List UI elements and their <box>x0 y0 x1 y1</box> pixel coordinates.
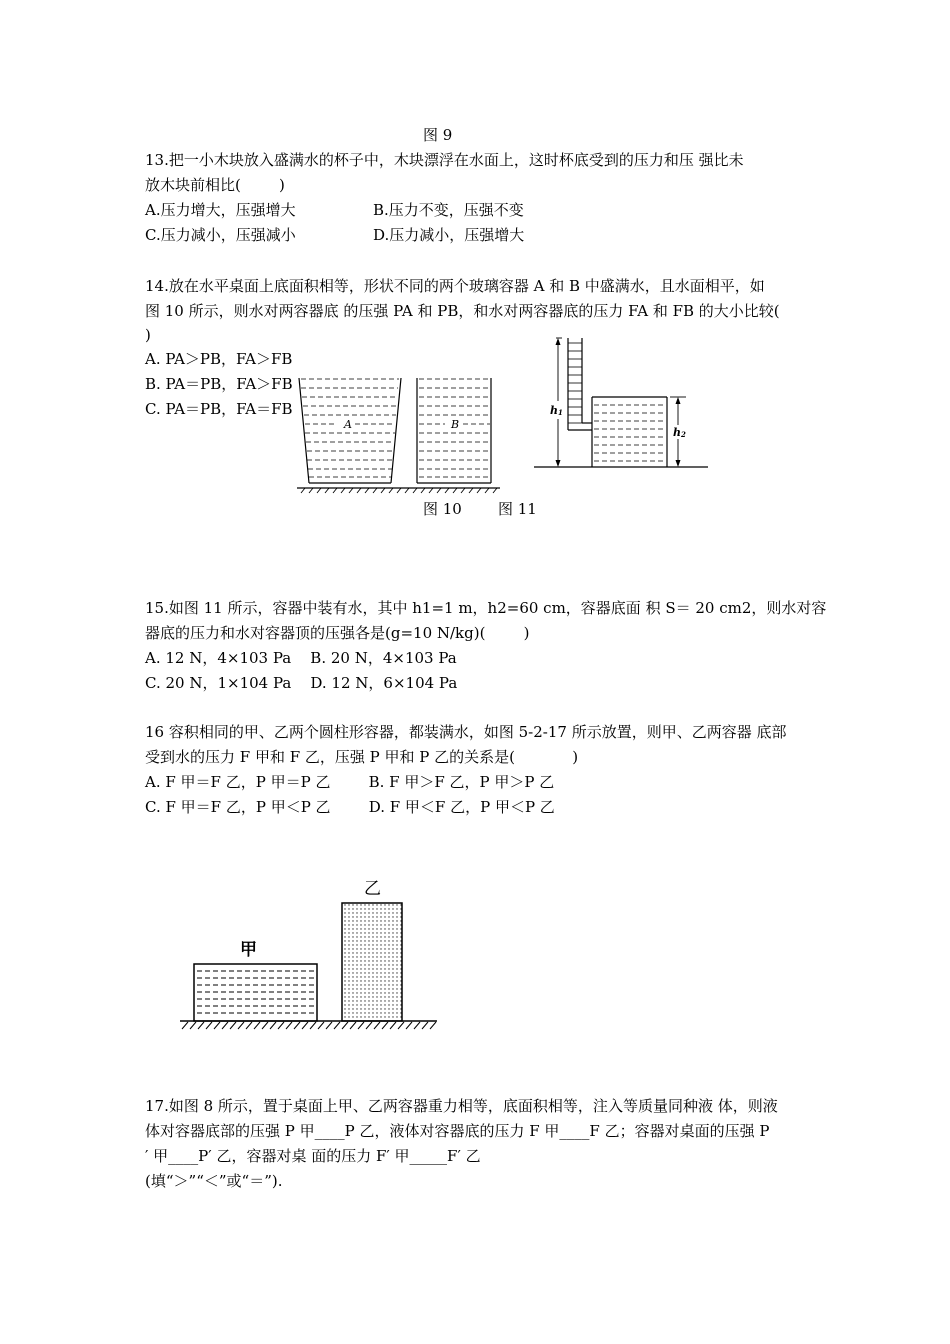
q16-options-cd: C. F 甲＝F 乙，P 甲＜P 乙 D. F 甲＜F 乙，P 甲＜P 乙 <box>145 798 555 816</box>
q17-line4: (填“＞”“＜”或“＝”). <box>145 1172 283 1190</box>
q14-option-b: B. PA＝PB，FA＞FB <box>145 375 293 393</box>
fig9-caption: 图 9 <box>423 126 453 144</box>
q15-line2: 器底的压力和水对容器顶的压强各是(g=10 N/kg)( ) <box>145 624 530 642</box>
q13-line2: 放木块前相比( ) <box>145 176 285 194</box>
q14-line1: 14.放在水平桌面上底面积相等，形状不同的两个玻璃容器 A 和 B 中盛满水，且水面相平，如 <box>145 277 765 295</box>
figure-11 <box>530 333 720 473</box>
fig11-caption: 图 11 <box>498 500 537 518</box>
q16-options-ab: A. F 甲＝F 乙，P 甲＝P 乙 B. F 甲＞F 乙，P 甲＞P 乙 <box>145 773 555 791</box>
q16-line1: 16 容积相同的甲、乙两个圆柱形容器，都装满水，如图 5-2-17 所示放置，则甲、乙两容器 底部 <box>145 723 787 741</box>
figure-10 <box>295 375 505 495</box>
q17-line2: 体对容器底部的压强 P 甲____P 乙，液体对容器底的压力 F 甲____F 乙；容器对桌面的压强 P <box>145 1122 770 1140</box>
q14-line3: ) <box>145 326 151 344</box>
q13-option-a: A.压力增大，压强增大 <box>145 201 296 219</box>
q13-option-c: C.压力减小，压强减小 <box>145 226 296 244</box>
q17-line1: 17.如图 8 所示，置于桌面上甲、乙两容器重力相等，底面积相等，注入等质量同种液 体，则液 <box>145 1097 778 1115</box>
fig10-caption: 图 10 <box>423 500 462 518</box>
q13-option-b: B.压力不变，压强不变 <box>373 201 524 219</box>
q17-line3: ′ 甲____P′ 乙，容器对桌 面的压力 F′ 甲_____F′ 乙 <box>145 1147 481 1165</box>
q13-line1: 13.把一小木块放入盛满水的杯子中，木块漂浮在水面上，这时杯底受到的压力和压 强比未 <box>145 151 744 169</box>
q13-option-d: D.压力减小，压强增大 <box>373 226 525 244</box>
fig11-label-h1: h1 <box>550 404 563 417</box>
fig10-label-a: A <box>344 418 352 431</box>
q16-line2: 受到水的压力 F 甲和 F 乙，压强 P 甲和 P 乙的关系是( ) <box>145 748 579 766</box>
fig16-label-yi: 乙 <box>364 879 381 899</box>
fig16-label-jia: 甲 <box>240 940 257 960</box>
figure-jia-yi <box>175 875 445 1035</box>
q15-options-ab: A. 12 N，4×103 Pa B. 20 N，4×103 Pa <box>145 649 457 667</box>
fig10-label-b: B <box>451 418 460 431</box>
q15-options-cd: C. 20 N，1×104 Pa D. 12 N，6×104 Pa <box>145 674 458 692</box>
q14-option-c: C. PA＝PB，FA＝FB <box>145 400 293 418</box>
q15-line1: 15.如图 11 所示，容器中装有水，其中 h1=1 m，h2=60 cm，容器底面 积 S＝ 20 cm2，则水对容 <box>145 599 827 617</box>
q14-option-a: A. PA＞PB，FA＞FB <box>145 350 293 368</box>
fig11-label-h2: h2 <box>673 426 686 439</box>
q14-line2: 图 10 所示，则水对两容器底 的压强 PA 和 PB，和水对两容器底的压力 FA 和 FB 的大小比较( <box>145 302 780 320</box>
